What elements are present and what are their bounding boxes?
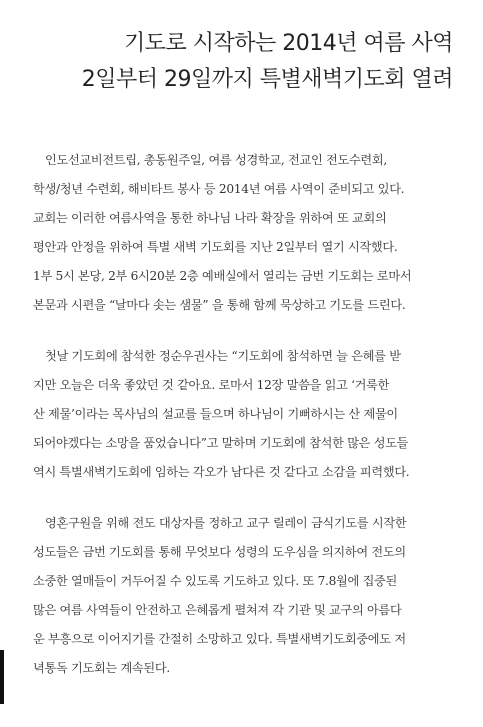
paragraph-line: 1부 5시 본당, 2부 6시20분 2층 예배실에서 열리는 금번 기도회는 로마서 — [33, 269, 412, 283]
article-body — [33, 146, 449, 705]
paragraph-line: 평안과 안정을 위하여 특별 새벽 기도회를 지난 2일부터 열기 시작했다. — [33, 240, 398, 254]
paragraph-line: 영혼구원을 위해 전도 대상자를 정하고 교구 릴레이 금식기도를 시작한 — [45, 516, 407, 530]
paragraph-line: 지만 오늘은 더욱 좋았던 것 같아요. 로마서 12장 말씀을 읽고 ‘거룩한 — [33, 378, 390, 392]
article-headline — [13, 26, 453, 98]
paragraph-3 — [33, 509, 449, 683]
paragraph-line: 많은 여름 사역들이 안전하고 은혜롭게 펼쳐져 각 기관 및 교구의 아름다 — [33, 603, 402, 617]
paragraph-line: 역시 특별새벽기도회에 임하는 각오가 남다른 것 같다고 소감을 피력했다. — [33, 465, 410, 479]
page-edge-mark — [0, 650, 4, 704]
paragraph-line: 인도선교비전트립, 총동원주일, 여름 성경학교, 전교인 전도수련회, — [45, 153, 387, 167]
paragraph-line: 녁통독 기도회는 계속된다. — [33, 661, 170, 675]
paragraph-2 — [33, 342, 449, 487]
headline-line-1: 기도로 시작하는 2014년 여름 사역 — [124, 31, 453, 56]
paragraph-line: 학생/청년 수련회, 해비타트 봉사 등 2014년 여름 사역이 준비되고 있다. — [33, 182, 405, 196]
paragraph-line: 첫날 기도회에 참석한 정순우권사는 “기도회에 참석하면 늘 은혜를 받 — [45, 349, 401, 363]
paragraph-line: 본문과 시편을 “날마다 솟는 샘물” 을 통해 함께 묵상하고 기도를 드린다. — [33, 298, 406, 312]
paragraph-line: 소중한 열매들이 거두어질 수 있도록 기도하고 있다. 또 7.8월에 집중된 — [33, 574, 397, 588]
headline-line-2: 2일부터 29일까지 특별새벽기도회 열려 — [81, 67, 453, 92]
paragraph-1 — [33, 146, 449, 320]
paragraph-line: 성도들은 금번 기도회를 통해 무엇보다 성령의 도우심을 의지하여 전도의 — [33, 545, 406, 559]
paragraph-line: 교회는 이러한 여름사역을 통한 하나님 나라 확장을 위하여 또 교회의 — [33, 211, 387, 225]
paragraph-line: 산 제물’이라는 목사님의 설교를 들으며 하나님이 기뻐하시는 산 제물이 — [33, 407, 398, 421]
paragraph-line: 운 부흥으로 이어지기를 간절히 소망하고 있다. 특별새벽기도회중에도 저 — [33, 632, 406, 646]
paragraph-line: 되어야겠다는 소망을 품었습니다”고 말하며 기도회에 참석한 많은 성도들 — [33, 436, 409, 450]
